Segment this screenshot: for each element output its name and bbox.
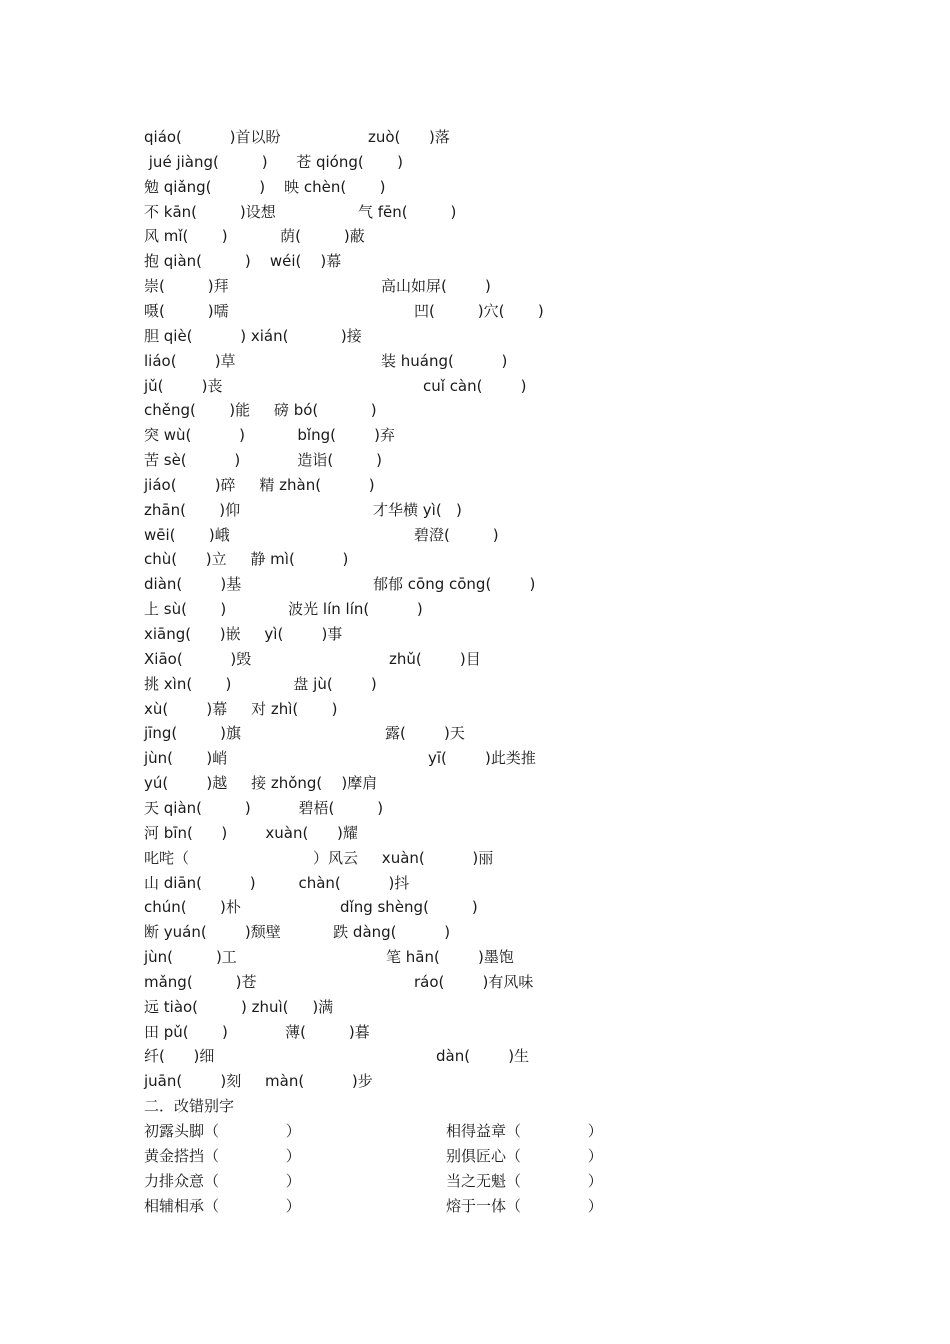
exercise-item-right: 才华横 yì( ) <box>373 500 462 519</box>
exercise-item-left: jiáo( )碎 精 zhàn( ) <box>144 475 375 494</box>
exercise-item-left: 黄金搭挡（ ） <box>144 1146 301 1165</box>
exercise-line <box>0 846 950 870</box>
exercise-line <box>0 324 950 348</box>
exercise-item-left: 山 diān( ) chàn( )抖 <box>144 873 410 892</box>
exercise-item-left: xù( )幕 对 zhì( ) <box>144 699 338 718</box>
exercise-item-left: 田 pǔ( ) 薄( )暮 <box>144 1022 370 1041</box>
exercise-item-left: chěng( )能 磅 bó( ) <box>144 401 377 420</box>
exercise-line <box>0 249 950 273</box>
exercise-line <box>0 125 950 149</box>
exercise-item-left: 纤( )细 <box>144 1047 215 1066</box>
exercise-item-right: 当之无魁（ ） <box>446 1171 603 1190</box>
exercise-line <box>0 920 950 944</box>
exercise-item-right: 露( )天 <box>385 724 465 743</box>
exercise-line <box>0 224 950 248</box>
section-heading <box>0 1094 950 1118</box>
exercise-item-right: cuǐ càn( ) <box>423 376 527 395</box>
exercise-line <box>0 622 950 646</box>
exercise-line <box>0 1044 950 1068</box>
exercise-line <box>0 175 950 199</box>
exercise-item-left: 天 qiàn( ) 碧梧( ) <box>144 798 384 817</box>
exercise-line <box>0 995 950 1019</box>
exercise-line <box>0 871 950 895</box>
exercise-item-left: jùn( )峭 <box>144 749 228 768</box>
exercise-item-right: 别俱匠心（ ） <box>446 1146 603 1165</box>
exercise-line <box>0 1169 950 1193</box>
exercise-line <box>0 970 950 994</box>
exercise-line <box>0 523 950 547</box>
exercise-line <box>0 945 950 969</box>
exercise-line <box>0 895 950 919</box>
exercise-item-left: 苦 sè( ) 造诣( ) <box>144 451 383 470</box>
exercise-item-left: 胆 qiè( ) xián( )接 <box>144 326 362 345</box>
exercise-item-right: zuò( )落 <box>368 128 450 146</box>
exercise-item-left: chún( )朴 <box>144 898 241 917</box>
exercise-item-right: 凹( )穴( ) <box>414 301 544 320</box>
exercise-line <box>0 1020 950 1044</box>
exercise-item-right: ráo( )有风味 <box>414 972 534 991</box>
exercise-line <box>0 1144 950 1168</box>
exercise-item-left: jué jiàng( ) 苍 qióng( ) <box>144 152 403 171</box>
exercise-item-left: 相辅相承（ ） <box>144 1196 301 1215</box>
exercise-line <box>0 423 950 447</box>
exercise-item-left: diàn( )基 <box>144 575 242 594</box>
exercise-line <box>0 746 950 770</box>
exercise-item-right: 气 fēn( ) <box>358 202 457 221</box>
exercise-item-left: 挑 xìn( ) 盘 jù( ) <box>144 674 377 693</box>
exercise-line <box>0 150 950 174</box>
exercise-item-left: 崇( )拜 <box>144 277 229 296</box>
exercise-line <box>0 1069 950 1093</box>
exercise-line <box>0 473 950 497</box>
exercise-item-left: zhān( )仰 <box>144 500 241 519</box>
exercise-item-left: 不 kān( )设想 <box>144 202 276 221</box>
exercise-item-right: 郁郁 cōng cōng( ) <box>373 575 536 594</box>
exercise-item-left: 力排众意（ ） <box>144 1171 301 1190</box>
exercise-line <box>0 448 950 472</box>
exercise-line <box>0 1194 950 1218</box>
exercise-item-right: dàn( )生 <box>436 1047 530 1066</box>
exercise-line <box>0 299 950 323</box>
exercise-line <box>0 572 950 596</box>
exercise-item-left: 初露头脚（ ） <box>144 1122 301 1140</box>
exercise-item-left: jùn( )工 <box>144 948 237 967</box>
exercise-item-right: 熔于一体（ ） <box>446 1196 603 1215</box>
exercise-item-left: wēi( )峨 <box>144 525 230 544</box>
exercise-item-left: 抱 qiàn( ) wéi( )幕 <box>144 252 342 271</box>
exercise-item-left: juān( )刻 màn( )步 <box>144 1072 373 1091</box>
exercise-line <box>0 796 950 820</box>
exercise-line <box>0 498 950 522</box>
exercise-item-left: 突 wù( ) bǐng( )弃 <box>144 426 395 445</box>
exercise-item-left: 远 tiào( ) zhuì( )满 <box>144 997 334 1016</box>
exercise-item-right: 高山如屏( ) <box>381 277 491 296</box>
exercise-item-left: 二．改错别字 <box>144 1097 235 1116</box>
exercise-item-left: chù( )立 静 mì( ) <box>144 550 349 569</box>
exercise-line <box>0 398 950 422</box>
exercise-item-right: yī( )此类推 <box>428 749 536 768</box>
exercise-item-left: jǔ( )丧 <box>144 376 223 395</box>
exercise-item-left: qiáo( )首以盼 <box>144 128 281 146</box>
exercise-line <box>0 647 950 671</box>
exercise-item-right: 笔 hān( )墨饱 <box>386 948 514 967</box>
exercise-line <box>0 274 950 298</box>
exercise-item-left: 河 bīn( ) xuàn( )耀 <box>144 823 358 842</box>
exercise-item-right: zhǔ( )目 <box>389 649 481 668</box>
exercise-item-right: dǐng shèng( ) <box>340 898 478 917</box>
exercise-item-left: liáo( )草 <box>144 351 236 370</box>
exercise-line <box>0 821 950 845</box>
exercise-line <box>0 721 950 745</box>
exercise-item-left: xiāng( )嵌 yì( )事 <box>144 625 343 643</box>
exercise-item-left: 断 yuán( )颓壁 跌 dàng( ) <box>144 923 451 942</box>
exercise-item-left: Xiāo( )毁 <box>144 649 252 668</box>
exercise-item-left: 上 sù( ) 波光 lín lín( ) <box>144 600 423 619</box>
exercise-item-right: 碧澄( ) <box>414 525 499 544</box>
exercise-line <box>0 349 950 373</box>
exercise-line <box>0 200 950 224</box>
exercise-line <box>0 597 950 621</box>
exercise-line <box>0 374 950 398</box>
exercise-item-left: yú( )越 接 zhǒng( )摩肩 <box>144 774 378 793</box>
exercise-line <box>0 697 950 721</box>
exercise-item-left: 叱咤（ ）风云 xuàn( )丽 <box>144 848 494 867</box>
exercise-item-right: 装 huáng( ) <box>381 351 508 370</box>
exercise-item-right: 相得益章（ ） <box>446 1122 603 1140</box>
exercise-line <box>0 771 950 795</box>
exercise-line <box>0 1119 950 1143</box>
exercise-item-left: 勉 qiǎng( ) 映 chèn( ) <box>144 177 386 196</box>
exercise-item-left: mǎng( )苍 <box>144 972 257 991</box>
exercise-item-left: 风 mǐ( ) 荫( )蔽 <box>144 227 365 246</box>
exercise-line <box>0 547 950 571</box>
exercise-line <box>0 672 950 696</box>
exercise-item-left: jīng( )旗 <box>144 724 241 743</box>
exercise-item-left: 嗫( )嚅 <box>144 301 229 320</box>
